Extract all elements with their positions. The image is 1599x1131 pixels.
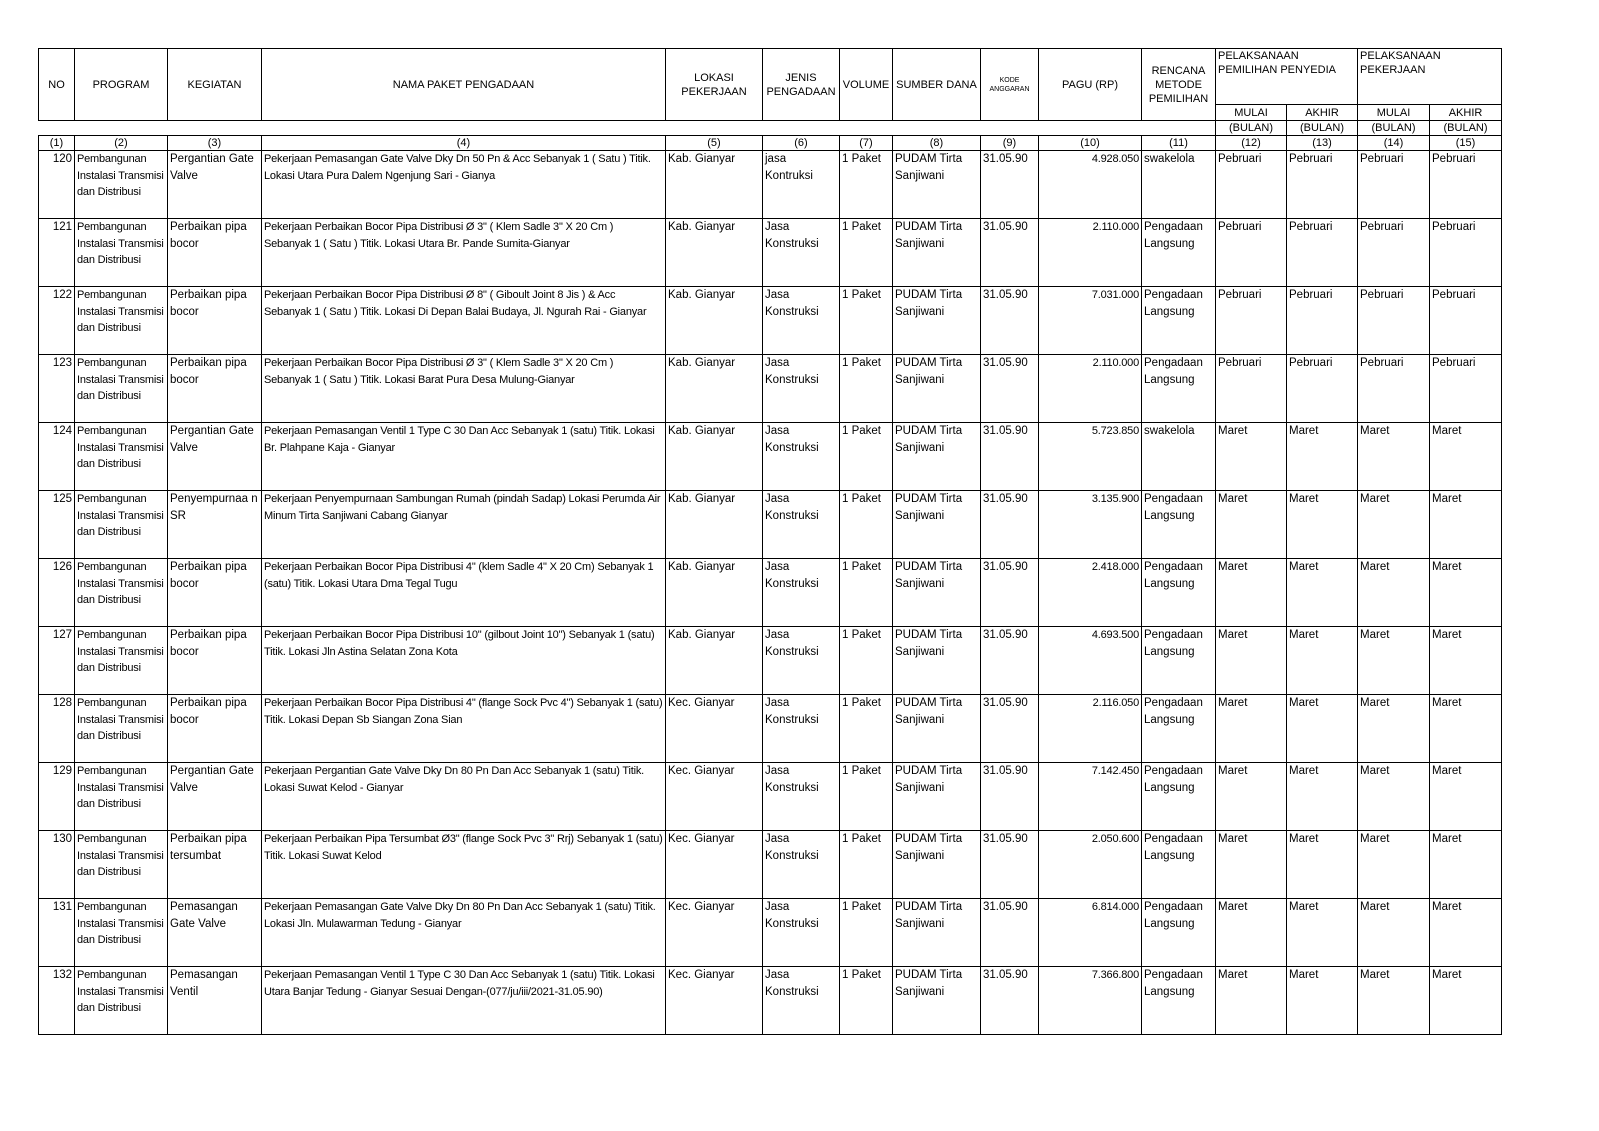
table-row <box>39 491 1502 559</box>
cell-sumber-dana: PUDAM Tirta Sanjiwani <box>893 287 981 355</box>
header-rencana-metode: RENCANA METODE PEMILIHAN <box>1142 49 1216 121</box>
header-lokasi: LOKASI PEKERJAAN <box>666 49 763 121</box>
cell-metode: Pengadaan Langsung <box>1142 491 1216 559</box>
cell-sumber-dana: PUDAM Tirta Sanjiwani <box>893 695 981 763</box>
cell-metode: Pengadaan Langsung <box>1142 219 1216 287</box>
cell-program: Pembangunan Instalasi Transmisi dan Distribusi <box>75 559 168 627</box>
cell-program: Pembangunan Instalasi Transmisi dan Distribusi <box>75 355 168 423</box>
procurement-table <box>38 48 1502 1035</box>
column-number: (4) <box>262 136 666 151</box>
cell-program: Pembangunan Instalasi Transmisi dan Distribusi <box>75 423 168 491</box>
column-number: (7) <box>840 136 893 151</box>
cell-pekerjaan-mulai: Maret <box>1358 559 1430 627</box>
cell-lokasi: Kab. Gianyar <box>666 355 763 423</box>
cell-pekerjaan-mulai: Maret <box>1358 423 1430 491</box>
cell-kegiatan: Pergantian Gate Valve <box>168 423 262 491</box>
cell-pagu: 4.693.500 <box>1039 627 1142 695</box>
cell-sumber-dana: PUDAM Tirta Sanjiwani <box>893 355 981 423</box>
table-row <box>39 627 1502 695</box>
cell-pekerjaan-akhir: Pebruari <box>1430 151 1502 219</box>
cell-pemilihan-akhir: Maret <box>1287 899 1358 967</box>
header-pelaksanaan-pemilihan: PELAKSANAAN PEMILIHAN PENYEDIA <box>1216 49 1358 105</box>
header-pemilihan-mulai: MULAI <box>1216 105 1287 121</box>
cell-pemilihan-akhir: Maret <box>1287 423 1358 491</box>
cell-program: Pembangunan Instalasi Transmisi dan Distribusi <box>75 219 168 287</box>
cell-pemilihan-akhir: Pebruari <box>1287 219 1358 287</box>
table-row <box>39 151 1502 219</box>
header-program: PROGRAM <box>75 49 168 121</box>
cell-nama-paket: Pekerjaan Pemasangan Gate Valve Dky Dn 80 Pn Dan Acc Sebanyak 1 (satu) Titik. Lokasi Jln. Mulawarman Tedung - Gianyar <box>262 899 666 967</box>
cell-pekerjaan-akhir: Pebruari <box>1430 287 1502 355</box>
column-number: (3) <box>168 136 262 151</box>
table-row <box>39 423 1502 491</box>
cell-volume: 1 Paket <box>840 423 893 491</box>
column-number: (1) <box>39 136 75 151</box>
cell-pekerjaan-akhir: Maret <box>1430 831 1502 899</box>
cell-sumber-dana: PUDAM Tirta Sanjiwani <box>893 763 981 831</box>
cell-no: 130 <box>39 831 75 899</box>
cell-pemilihan-akhir: Maret <box>1287 695 1358 763</box>
cell-metode: Pengadaan Langsung <box>1142 899 1216 967</box>
cell-program: Pembangunan Instalasi Transmisi dan Distribusi <box>75 763 168 831</box>
cell-pekerjaan-akhir: Maret <box>1430 899 1502 967</box>
header-bulan: (BULAN) <box>1430 121 1502 136</box>
cell-pemilihan-akhir: Pebruari <box>1287 151 1358 219</box>
cell-no: 128 <box>39 695 75 763</box>
cell-program: Pembangunan Instalasi Transmisi dan Distribusi <box>75 627 168 695</box>
cell-pemilihan-akhir: Maret <box>1287 491 1358 559</box>
cell-sumber-dana: PUDAM Tirta Sanjiwani <box>893 831 981 899</box>
table-body <box>39 151 1502 1035</box>
cell-pagu: 2.110.000 <box>1039 219 1142 287</box>
cell-pagu: 7.366.800 <box>1039 967 1142 1035</box>
cell-pekerjaan-akhir: Maret <box>1430 423 1502 491</box>
cell-pagu: 2.050.600 <box>1039 831 1142 899</box>
cell-pagu: 7.142.450 <box>1039 763 1142 831</box>
cell-kegiatan: Perbaikan pipa bocor <box>168 219 262 287</box>
cell-sumber-dana: PUDAM Tirta Sanjiwani <box>893 491 981 559</box>
cell-pemilihan-mulai: Pebruari <box>1216 219 1287 287</box>
cell-kegiatan: Pergantian Gate Valve <box>168 763 262 831</box>
cell-pemilihan-mulai: Maret <box>1216 967 1287 1035</box>
cell-pemilihan-mulai: Maret <box>1216 899 1287 967</box>
column-number: (14) <box>1358 136 1430 151</box>
cell-no: 127 <box>39 627 75 695</box>
table-row <box>39 695 1502 763</box>
cell-pekerjaan-akhir: Pebruari <box>1430 355 1502 423</box>
cell-metode: Pengadaan Langsung <box>1142 287 1216 355</box>
cell-pemilihan-mulai: Maret <box>1216 695 1287 763</box>
cell-kode-anggaran: 31.05.90 <box>981 151 1039 219</box>
cell-pemilihan-mulai: Pebruari <box>1216 151 1287 219</box>
column-number: (8) <box>893 136 981 151</box>
cell-jenis: Jasa Konstruksi <box>763 899 840 967</box>
cell-jenis: Jasa Konstruksi <box>763 967 840 1035</box>
cell-pekerjaan-akhir: Maret <box>1430 627 1502 695</box>
cell-program: Pembangunan Instalasi Transmisi dan Distribusi <box>75 695 168 763</box>
cell-no: 132 <box>39 967 75 1035</box>
cell-lokasi: Kab. Gianyar <box>666 559 763 627</box>
cell-no: 131 <box>39 899 75 967</box>
column-number-row <box>39 136 1502 151</box>
cell-lokasi: Kab. Gianyar <box>666 627 763 695</box>
cell-lokasi: Kec. Gianyar <box>666 967 763 1035</box>
cell-kode-anggaran: 31.05.90 <box>981 627 1039 695</box>
cell-no: 125 <box>39 491 75 559</box>
header-no: NO <box>39 49 75 121</box>
cell-pemilihan-mulai: Maret <box>1216 559 1287 627</box>
cell-no: 121 <box>39 219 75 287</box>
cell-nama-paket: Pekerjaan Perbaikan Bocor Pipa Distribusi 4" (klem Sadle 4" X 20 Cm) Sebanyak 1 (satu) Titik. Lokasi Utara Dma Tegal Tugu <box>262 559 666 627</box>
cell-jenis: Jasa Konstruksi <box>763 287 840 355</box>
cell-nama-paket: Pekerjaan Penyempurnaan Sambungan Rumah (pindah Sadap) Lokasi Perumda Air Minum Tirta Sanjiwani Cabang Gianyar <box>262 491 666 559</box>
cell-jenis: Jasa Konstruksi <box>763 219 840 287</box>
cell-pagu: 7.031.000 <box>1039 287 1142 355</box>
header-pagu: PAGU (RP) <box>1039 49 1142 121</box>
cell-kegiatan: Perbaikan pipa bocor <box>168 287 262 355</box>
column-number: (12) <box>1216 136 1287 151</box>
cell-nama-paket: Pekerjaan Perbaikan Pipa Tersumbat Ø3" (flange Sock Pvc 3" Rrj) Sebanyak 1 (satu) Titik. Lokasi Suwat Kelod <box>262 831 666 899</box>
cell-volume: 1 Paket <box>840 355 893 423</box>
cell-pagu: 5.723.850 <box>1039 423 1142 491</box>
cell-kode-anggaran: 31.05.90 <box>981 219 1039 287</box>
table-row <box>39 559 1502 627</box>
cell-jenis: Jasa Konstruksi <box>763 559 840 627</box>
cell-jenis: Jasa Konstruksi <box>763 763 840 831</box>
cell-pekerjaan-mulai: Pebruari <box>1358 151 1430 219</box>
cell-pemilihan-mulai: Maret <box>1216 423 1287 491</box>
cell-pemilihan-mulai: Maret <box>1216 627 1287 695</box>
cell-sumber-dana: PUDAM Tirta Sanjiwani <box>893 219 981 287</box>
cell-kegiatan: Pergantian Gate Valve <box>168 151 262 219</box>
table-row <box>39 219 1502 287</box>
cell-nama-paket: Pekerjaan Perbaikan Bocor Pipa Distribusi Ø 3" ( Klem Sadle 3" X 20 Cm ) Sebanyak 1 ( Satu ) Titik. Lokasi Barat Pura Desa Mulung-Gianyar <box>262 355 666 423</box>
cell-lokasi: Kec. Gianyar <box>666 763 763 831</box>
cell-sumber-dana: PUDAM Tirta Sanjiwani <box>893 899 981 967</box>
cell-nama-paket: Pekerjaan Pergantian Gate Valve Dky Dn 80 Pn Dan Acc Sebanyak 1 (satu) Titik. Lokasi Suwat Kelod - Gianyar <box>262 763 666 831</box>
cell-nama-paket: Pekerjaan Pemasangan Gate Valve Dky Dn 50 Pn & Acc Sebanyak 1 ( Satu ) Titik. Lokasi Utara Pura Dalem Ngenjung Sari - Gianya <box>262 151 666 219</box>
cell-kegiatan: Penyempurnaa n SR <box>168 491 262 559</box>
cell-lokasi: Kab. Gianyar <box>666 151 763 219</box>
cell-nama-paket: Pekerjaan Perbaikan Bocor Pipa Distribusi Ø 3" ( Klem Sadle 3" X 20 Cm ) Sebanyak 1 ( Satu ) Titik. Lokasi Utara Br. Pande Sumita-Gianyar <box>262 219 666 287</box>
cell-lokasi: Kab. Gianyar <box>666 491 763 559</box>
cell-volume: 1 Paket <box>840 695 893 763</box>
cell-jenis: Jasa Konstruksi <box>763 423 840 491</box>
cell-nama-paket: Pekerjaan Pemasangan Ventil 1 Type C 30 Dan Acc Sebanyak 1 (satu) Titik. Lokasi Utara Banjar Tedung - Gianyar Sesuai Dengan-(077/ju/iii/2021-31.05.90) <box>262 967 666 1035</box>
cell-pekerjaan-mulai: Maret <box>1358 967 1430 1035</box>
header-sumber-dana: SUMBER DANA <box>893 49 981 121</box>
cell-kode-anggaran: 31.05.90 <box>981 967 1039 1035</box>
cell-no: 122 <box>39 287 75 355</box>
cell-pekerjaan-mulai: Maret <box>1358 763 1430 831</box>
cell-pagu: 2.418.000 <box>1039 559 1142 627</box>
cell-kode-anggaran: 31.05.90 <box>981 899 1039 967</box>
cell-program: Pembangunan Instalasi Transmisi dan Distribusi <box>75 151 168 219</box>
cell-pemilihan-akhir: Maret <box>1287 967 1358 1035</box>
cell-kegiatan: Perbaikan pipa tersumbat <box>168 831 262 899</box>
cell-pemilihan-akhir: Maret <box>1287 559 1358 627</box>
cell-kode-anggaran: 31.05.90 <box>981 355 1039 423</box>
cell-pekerjaan-akhir: Pebruari <box>1430 219 1502 287</box>
cell-pekerjaan-mulai: Pebruari <box>1358 219 1430 287</box>
header-pekerjaan-mulai: MULAI <box>1358 105 1430 121</box>
cell-kegiatan: Pemasangan Gate Valve <box>168 899 262 967</box>
header-volume: VOLUME <box>840 49 893 121</box>
cell-kegiatan: Pemasangan Ventil <box>168 967 262 1035</box>
cell-pemilihan-mulai: Pebruari <box>1216 355 1287 423</box>
cell-program: Pembangunan Instalasi Transmisi dan Distribusi <box>75 491 168 559</box>
cell-lokasi: Kec. Gianyar <box>666 695 763 763</box>
cell-metode: Pengadaan Langsung <box>1142 763 1216 831</box>
cell-program: Pembangunan Instalasi Transmisi dan Distribusi <box>75 831 168 899</box>
cell-volume: 1 Paket <box>840 763 893 831</box>
cell-pekerjaan-akhir: Maret <box>1430 695 1502 763</box>
cell-jenis: Jasa Konstruksi <box>763 627 840 695</box>
cell-metode: Pengadaan Langsung <box>1142 967 1216 1035</box>
cell-lokasi: Kec. Gianyar <box>666 899 763 967</box>
cell-pekerjaan-mulai: Pebruari <box>1358 287 1430 355</box>
cell-pagu: 3.135.900 <box>1039 491 1142 559</box>
cell-pemilihan-akhir: Maret <box>1287 831 1358 899</box>
column-number: (15) <box>1430 136 1502 151</box>
cell-pekerjaan-akhir: Maret <box>1430 559 1502 627</box>
cell-volume: 1 Paket <box>840 899 893 967</box>
header-pelaksanaan-pekerjaan: PELAKSANAAN PEKERJAAN <box>1358 49 1502 105</box>
cell-volume: 1 Paket <box>840 831 893 899</box>
column-number: (2) <box>75 136 168 151</box>
cell-pemilihan-mulai: Pebruari <box>1216 287 1287 355</box>
cell-metode: swakelola <box>1142 423 1216 491</box>
cell-volume: 1 Paket <box>840 151 893 219</box>
cell-pekerjaan-mulai: Maret <box>1358 695 1430 763</box>
cell-jenis: Jasa Konstruksi <box>763 491 840 559</box>
table-header <box>39 49 1502 151</box>
cell-kode-anggaran: 31.05.90 <box>981 491 1039 559</box>
cell-nama-paket: Pekerjaan Perbaikan Bocor Pipa Distribusi 4" (flange Sock Pvc 4") Sebanyak 1 (satu) Titik. Lokasi Depan Sb Siangan Zona Sian <box>262 695 666 763</box>
cell-pemilihan-mulai: Maret <box>1216 831 1287 899</box>
cell-volume: 1 Paket <box>840 491 893 559</box>
cell-metode: Pengadaan Langsung <box>1142 355 1216 423</box>
header-jenis: JENIS PENGADAAN <box>763 49 840 121</box>
header-nama-paket: NAMA PAKET PENGADAAN <box>262 49 666 121</box>
cell-sumber-dana: PUDAM Tirta Sanjiwani <box>893 151 981 219</box>
cell-pagu: 2.110.000 <box>1039 355 1142 423</box>
cell-kode-anggaran: 31.05.90 <box>981 559 1039 627</box>
cell-pekerjaan-mulai: Maret <box>1358 899 1430 967</box>
cell-pagu: 6.814.000 <box>1039 899 1142 967</box>
table-row <box>39 967 1502 1035</box>
cell-sumber-dana: PUDAM Tirta Sanjiwani <box>893 967 981 1035</box>
cell-lokasi: Kab. Gianyar <box>666 219 763 287</box>
column-number: (6) <box>763 136 840 151</box>
cell-metode: Pengadaan Langsung <box>1142 831 1216 899</box>
cell-pemilihan-akhir: Maret <box>1287 763 1358 831</box>
cell-jenis: Jasa Konstruksi <box>763 355 840 423</box>
header-kegiatan: KEGIATAN <box>168 49 262 121</box>
cell-pekerjaan-mulai: Pebruari <box>1358 355 1430 423</box>
column-number: (5) <box>666 136 763 151</box>
cell-volume: 1 Paket <box>840 219 893 287</box>
cell-kegiatan: Perbaikan pipa bocor <box>168 559 262 627</box>
cell-kode-anggaran: 31.05.90 <box>981 423 1039 491</box>
cell-no: 120 <box>39 151 75 219</box>
cell-no: 126 <box>39 559 75 627</box>
cell-nama-paket: Pekerjaan Pemasangan Ventil 1 Type C 30 Dan Acc Sebanyak 1 (satu) Titik. Lokasi Br. Plahpane Kaja - Gianyar <box>262 423 666 491</box>
cell-program: Pembangunan Instalasi Transmisi dan Distribusi <box>75 287 168 355</box>
header-spacer <box>39 121 1216 136</box>
cell-metode: Pengadaan Langsung <box>1142 627 1216 695</box>
cell-kegiatan: Perbaikan pipa bocor <box>168 627 262 695</box>
cell-volume: 1 Paket <box>840 559 893 627</box>
cell-lokasi: Kec. Gianyar <box>666 831 763 899</box>
cell-pemilihan-mulai: Maret <box>1216 491 1287 559</box>
cell-volume: 1 Paket <box>840 287 893 355</box>
cell-pemilihan-akhir: Pebruari <box>1287 287 1358 355</box>
cell-sumber-dana: PUDAM Tirta Sanjiwani <box>893 559 981 627</box>
cell-pagu: 4.928.050 <box>1039 151 1142 219</box>
table-row <box>39 763 1502 831</box>
cell-pagu: 2.116.050 <box>1039 695 1142 763</box>
column-number: (9) <box>981 136 1039 151</box>
cell-kegiatan: Perbaikan pipa bocor <box>168 355 262 423</box>
header-pemilihan-akhir: AKHIR <box>1287 105 1358 121</box>
cell-pekerjaan-akhir: Maret <box>1430 763 1502 831</box>
cell-kode-anggaran: 31.05.90 <box>981 831 1039 899</box>
cell-lokasi: Kab. Gianyar <box>666 423 763 491</box>
cell-volume: 1 Paket <box>840 967 893 1035</box>
column-number: (13) <box>1287 136 1358 151</box>
cell-kode-anggaran: 31.05.90 <box>981 287 1039 355</box>
cell-no: 129 <box>39 763 75 831</box>
column-number: (10) <box>1039 136 1142 151</box>
table-row <box>39 831 1502 899</box>
header-bulan: (BULAN) <box>1358 121 1430 136</box>
cell-pekerjaan-akhir: Maret <box>1430 967 1502 1035</box>
cell-no: 124 <box>39 423 75 491</box>
cell-metode: Pengadaan Langsung <box>1142 559 1216 627</box>
column-number: (11) <box>1142 136 1216 151</box>
cell-jenis: jasa Kontruksi <box>763 151 840 219</box>
cell-pekerjaan-mulai: Maret <box>1358 627 1430 695</box>
cell-pemilihan-mulai: Maret <box>1216 763 1287 831</box>
cell-jenis: Jasa Konstruksi <box>763 831 840 899</box>
cell-volume: 1 Paket <box>840 627 893 695</box>
table-row <box>39 287 1502 355</box>
header-bulan: (BULAN) <box>1216 121 1287 136</box>
cell-kode-anggaran: 31.05.90 <box>981 763 1039 831</box>
cell-pekerjaan-akhir: Maret <box>1430 491 1502 559</box>
header-kode-anggaran: KODE ANGGARAN <box>981 49 1039 121</box>
cell-sumber-dana: PUDAM Tirta Sanjiwani <box>893 423 981 491</box>
cell-kegiatan: Perbaikan pipa bocor <box>168 695 262 763</box>
cell-program: Pembangunan Instalasi Transmisi dan Distribusi <box>75 899 168 967</box>
cell-pekerjaan-mulai: Maret <box>1358 831 1430 899</box>
cell-pemilihan-akhir: Maret <box>1287 627 1358 695</box>
cell-pemilihan-akhir: Pebruari <box>1287 355 1358 423</box>
cell-nama-paket: Pekerjaan Perbaikan Bocor Pipa Distribusi Ø 8" ( Giboult Joint 8 Jis ) & Acc Sebanyak 1 ( Satu ) Titik. Lokasi Di Depan Balai Budaya, Jl. Ngurah Rai - Gianyar <box>262 287 666 355</box>
cell-metode: swakelola <box>1142 151 1216 219</box>
cell-metode: Pengadaan Langsung <box>1142 695 1216 763</box>
header-bulan: (BULAN) <box>1287 121 1358 136</box>
cell-pekerjaan-mulai: Maret <box>1358 491 1430 559</box>
cell-nama-paket: Pekerjaan Perbaikan Bocor Pipa Distribusi 10" (gilbout Joint 10") Sebanyak 1 (satu) Titik. Lokasi Jln Astina Selatan Zona Kota <box>262 627 666 695</box>
table-row <box>39 899 1502 967</box>
header-pekerjaan-akhir: AKHIR <box>1430 105 1502 121</box>
cell-no: 123 <box>39 355 75 423</box>
cell-jenis: Jasa Konstruksi <box>763 695 840 763</box>
table-row <box>39 355 1502 423</box>
cell-lokasi: Kab. Gianyar <box>666 287 763 355</box>
cell-sumber-dana: PUDAM Tirta Sanjiwani <box>893 627 981 695</box>
cell-kode-anggaran: 31.05.90 <box>981 695 1039 763</box>
cell-program: Pembangunan Instalasi Transmisi dan Distribusi <box>75 967 168 1035</box>
